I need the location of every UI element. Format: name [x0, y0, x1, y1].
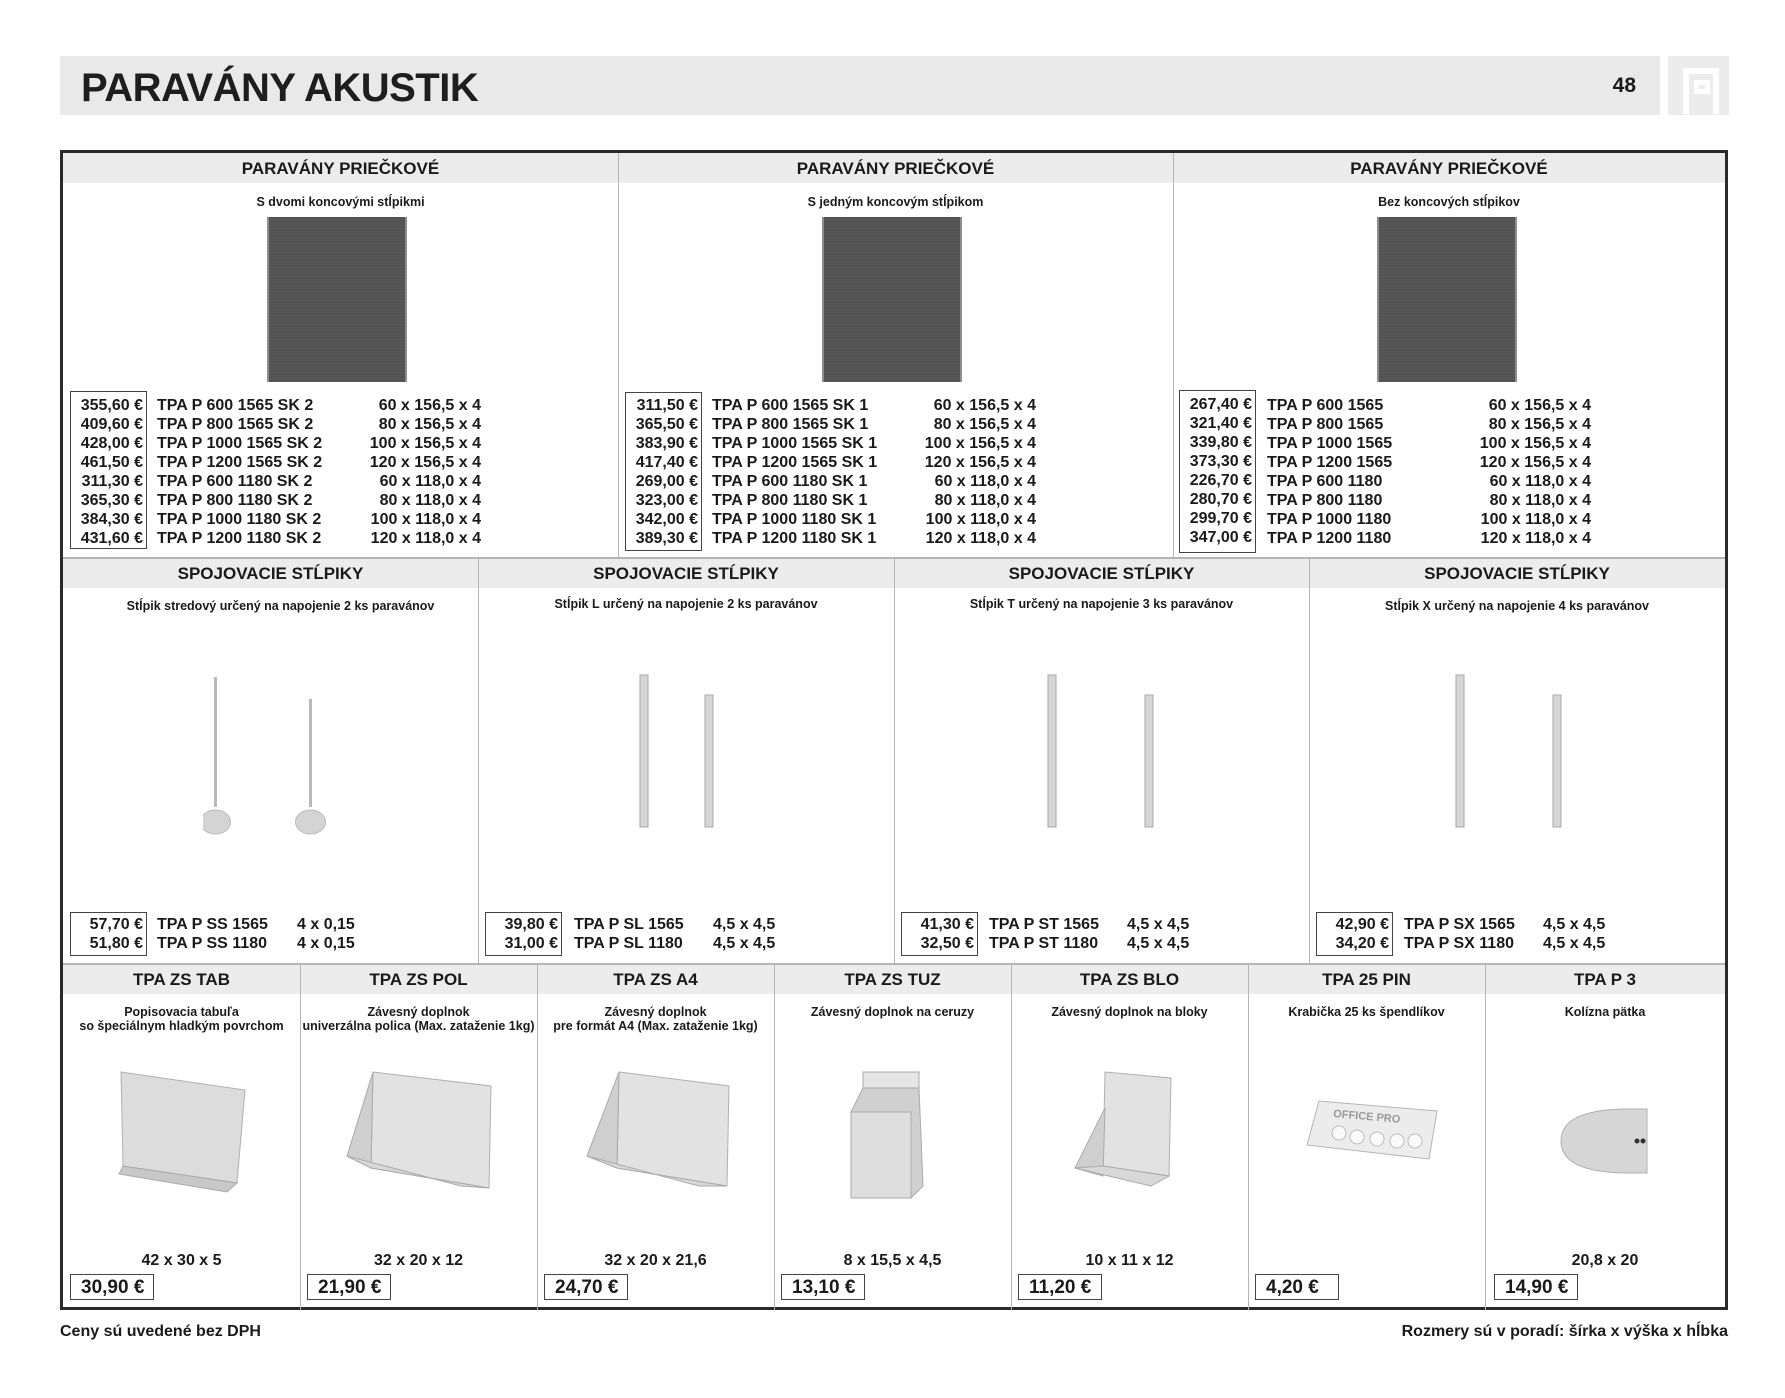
price-list: 355,60 € 409,60 € 428,00 € 461,50 € 311,30 € 365,30 € 384,30 € 431,60 €: [80, 397, 143, 547]
accessory-description: Popisovacia tabuľa so špeciálnym hladkým povrchom: [79, 1005, 284, 1033]
footer-dimensions-note: Rozmery sú v poradí: šírka x výška x hĺbka: [1401, 1323, 1728, 1340]
accessory-price: 13,10 €: [781, 1274, 865, 1300]
accessory-title: TPA ZS A4: [613, 970, 698, 989]
section-subtitle: S dvomi koncovými stĺpikmi: [256, 195, 425, 209]
accessory-title: TPA P 3: [1573, 970, 1637, 989]
x-post-image: [1449, 673, 1569, 833]
code-list: TPA P SS 1565 TPA P SS 1180: [157, 916, 268, 952]
section-title: SPOJOVACIE STĹPIKY: [177, 564, 364, 583]
price-list: 39,80 € 31,00 €: [504, 916, 558, 952]
accessory-dimensions: 8 x 15,5 x 4,5: [843, 1252, 942, 1269]
price-list: 267,40 € 321,40 € 339,80 € 373,30 € 226,70 € 280,70 € 299,70 € 347,00 €: [1189, 396, 1252, 546]
section-title: SPOJOVACIE STĹPIKY: [1424, 564, 1610, 583]
accessory-price: 11,20 €: [1018, 1274, 1102, 1300]
pin-box-image: [1299, 1093, 1449, 1173]
code-list: TPA P 600 1565 TPA P 800 1565 TPA P 1000 1565 TPA P 1200 1565 TPA P 600 1180 TPA P 800 1180 TPA P 1000 1180 TPA P 1200 1180: [1267, 397, 1393, 547]
code-list: TPA P SL 1565 TPA P SL 1180: [574, 916, 684, 952]
brand-logo: [1668, 56, 1729, 115]
dimension-list: 60 x 156,5 x 4 80 x 156,5 x 4 100 x 156,5 x 4 120 x 156,5 x 4 60 x 118,0 x 4 80 x 118,0 x 4 100 x 118,0 x 4 120 x 118,0 x 4: [369, 397, 481, 547]
accessory-price: 21,90 €: [307, 1274, 391, 1300]
accessory-dimensions: 42 x 30 x 5: [141, 1252, 222, 1269]
section-subtitle: S jedným koncovým stĺpikom: [807, 195, 984, 209]
accessory-dimensions: 32 x 20 x 21,6: [604, 1252, 707, 1269]
t-post-image: [1041, 673, 1161, 833]
acoustic-panel-image: [1377, 217, 1517, 382]
foot-image: [1555, 1103, 1665, 1183]
code-list: TPA P ST 1565 TPA P ST 1180: [989, 916, 1099, 952]
acoustic-panel-image: [822, 217, 962, 382]
accessory-description: Závesný doplnok na bloky: [1051, 1005, 1208, 1019]
page-header: [60, 56, 1660, 115]
accessory-dimensions: 32 x 20 x 12: [374, 1252, 463, 1269]
dimension-list: 60 x 156,5 x 4 80 x 156,5 x 4 100 x 156,5 x 4 120 x 156,5 x 4 60 x 118,0 x 4 80 x 118,0 x 4 100 x 118,0 x 4 120 x 118,0 x 4: [924, 397, 1036, 547]
accessory-price: 24,70 €: [544, 1274, 628, 1300]
price-list: 57,70 € 51,80 €: [89, 916, 143, 952]
pin-box-brand-label: OFFICE PRO: [1332, 1108, 1401, 1126]
accessory-price: 30,90 €: [70, 1274, 154, 1300]
section-title: SPOJOVACIE STĹPIKY: [593, 564, 779, 583]
accessory-dimensions: 20,8 x 20: [1571, 1252, 1639, 1269]
middle-post-image: [203, 673, 333, 843]
dimension-list: 4 x 0,15 4 x 0,15: [297, 916, 355, 952]
shelf-image: [341, 1068, 501, 1198]
accessory-title: TPA ZS POL: [369, 970, 468, 989]
price-list: 41,30 € 32,50 €: [920, 916, 974, 952]
dimension-list: 4,5 x 4,5 4,5 x 4,5: [713, 916, 776, 952]
accessory-title: TPA ZS TAB: [133, 970, 230, 989]
page-number: 48: [1612, 74, 1636, 97]
acoustic-panel-image: [267, 217, 407, 382]
section-subtitle: Stĺpik L určený na napojenie 2 ks paravánov: [554, 597, 818, 611]
accessory-description: Kolízna pätka: [1564, 1005, 1646, 1019]
accessory-description: Závesný doplnok na ceruzy: [810, 1005, 975, 1019]
code-list: TPA P 600 1565 SK 1 TPA P 800 1565 SK 1 TPA P 1000 1565 SK 1 TPA P 1200 1565 SK 1 TPA P 600 1180 SK 1 TPA P 800 1180 SK 1 TPA P 1000 1180 SK 1 TPA P 1200 1180 SK 1: [712, 397, 878, 547]
section-subtitle: Bez koncových stĺpikov: [1378, 195, 1520, 209]
section-subtitle: Stĺpik stredový určený na napojenie 2 ks paravánov: [126, 599, 435, 613]
dimension-list: 4,5 x 4,5 4,5 x 4,5: [1543, 916, 1606, 952]
accessory-dimensions: 10 x 11 x 12: [1085, 1252, 1174, 1269]
accessory-title: TPA ZS TUZ: [844, 970, 941, 989]
section-title: SPOJOVACIE STĹPIKY: [1008, 564, 1195, 583]
logo-p-mark: [1683, 68, 1719, 114]
section-subtitle: Stĺpik X určený na napojenie 4 ks paravánov: [1385, 599, 1649, 613]
a4-holder-image: [579, 1068, 739, 1198]
l-post-image: [633, 673, 723, 833]
dimension-list: 60 x 156,5 x 4 80 x 156,5 x 4 100 x 156,5 x 4 120 x 156,5 x 4 60 x 118,0 x 4 80 x 118,0 x 4 100 x 118,0 x 4 120 x 118,0 x 4: [1479, 397, 1591, 547]
notepad-holder-image: [1071, 1068, 1191, 1198]
section-title: PARAVÁNY PRIEČKOVÉ: [241, 159, 440, 178]
price-list: 311,50 € 365,50 € 383,90 € 417,40 € 269,00 € 323,00 € 342,00 € 389,30 €: [635, 397, 698, 547]
dimension-list: 4,5 x 4,5 4,5 x 4,5: [1127, 916, 1190, 952]
page-title: PARAVÁNY AKUSTIK: [81, 66, 479, 110]
accessory-description: Závesný doplnok univerzálna polica (Max. zataženie 1kg): [302, 1005, 535, 1033]
section-subtitle: Stĺpik T určený na napojenie 3 ks paravánov: [969, 597, 1234, 611]
accessory-price: 14,90 €: [1494, 1274, 1578, 1300]
accessory-price: 4,20 €: [1255, 1274, 1339, 1300]
accessory-title: TPA ZS BLO: [1079, 970, 1180, 989]
accessory-title: TPA 25 PIN: [1322, 970, 1411, 989]
accessory-description: Krabička 25 ks špendlíkov: [1288, 1005, 1445, 1019]
section-title: PARAVÁNY PRIEČKOVÉ: [796, 159, 995, 178]
board-image: [115, 1068, 255, 1198]
accessory-description: Závesný doplnok pre formát A4 (Max. zataženie 1kg): [553, 1005, 758, 1033]
code-list: TPA P SX 1565 TPA P SX 1180: [1404, 916, 1515, 952]
code-list: TPA P 600 1565 SK 2 TPA P 800 1565 SK 2 TPA P 1000 1565 SK 2 TPA P 1200 1565 SK 2 TPA P 600 1180 SK 2 TPA P 800 1180 SK 2 TPA P 1000 1180 SK 2 TPA P 1200 1180 SK 2: [157, 397, 323, 547]
catalog-grid: [60, 150, 1728, 1310]
pencil-holder-image: [845, 1068, 945, 1208]
section-title: PARAVÁNY PRIEČKOVÉ: [1350, 159, 1548, 178]
price-list: 42,90 € 34,20 €: [1335, 916, 1389, 952]
footer-vat-note: Ceny sú uvedené bez DPH: [60, 1323, 261, 1340]
